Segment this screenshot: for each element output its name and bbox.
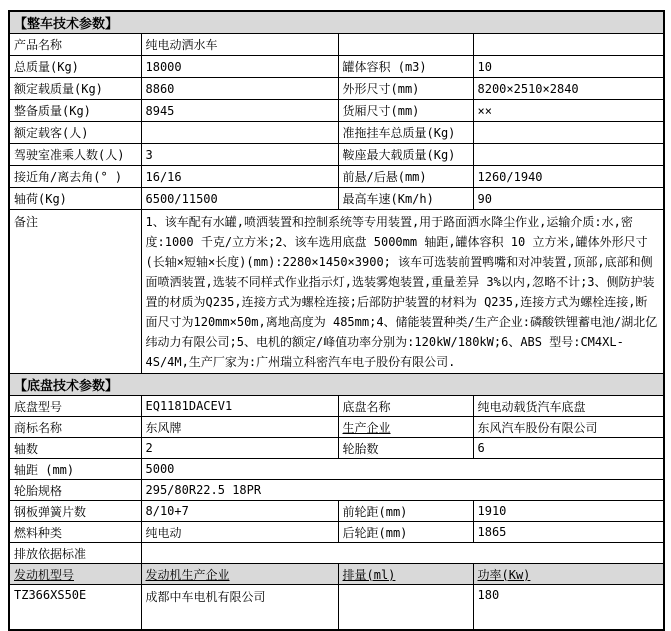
label-tank-volume: 罐体容积 (m3) (338, 56, 473, 78)
table-row (9, 144, 664, 166)
value-brand-name: 东风牌 (141, 417, 338, 438)
remark-text: 1、该车配有水罐,喷洒装置和控制系统等专用装置,用于路面洒水降尘作业,运输介质:水,密度:1000 千克/立方米;2、该车选用底盘 5000mm 轴距,罐体容积 10 立方米,罐体外形尺寸(长轴×短轴×长度)(mm):2280×1450×3900; 该车可选装前置鸭嘴和对冲装置,顶部,底部和侧面喷洒装置,选装不同样式作业指示灯,选装雾炮装置,重量差异 3%以内,忽略不计;3、侧防护装置的材质为Q235,连接方式为螺栓连接;后部防护装置的材料为 Q235,连接方式为螺栓连接,断面尺寸为120mm×50m,离地高度为 485mm;4、储能装置种类/生产企业:磷酸铁锂蓄电池/湖北亿纬动力有限公司;5、电机的额定/峰值功率分别为:120kW/180kW;6、ABS 型号:CM4XL-4S/4M,生产厂家为:广州瑞立科密汽车电子股份有限公司. (141, 210, 664, 374)
value-chassis-model: EQ1181DACEV1 (141, 396, 338, 417)
value-rated-passengers (141, 122, 338, 144)
section-title-vehicle: 【整车技术参数】 (9, 11, 664, 34)
label-emission-standard: 排放依据标准 (9, 543, 141, 564)
table-row (9, 34, 664, 56)
label-rated-passengers: 额定载客(人) (9, 122, 141, 144)
label-saddle-load: 鞍座最大载质量(Kg) (338, 144, 473, 166)
value-rear-track: 1865 (473, 522, 664, 543)
label-cargo-box-size: 货厢尺寸(mm) (338, 100, 473, 122)
value-fuel-type: 纯电动 (141, 522, 338, 543)
value-total-mass: 18000 (141, 56, 338, 78)
value-dimensions: 8200×2510×2840 (473, 78, 664, 100)
table-row (9, 480, 664, 501)
label-axle-count: 轴数 (9, 438, 141, 459)
value-manufacturer: 东风汽车股份有限公司 (473, 417, 664, 438)
label-leaf-spring-count: 钢板弹簧片数 (9, 501, 141, 522)
link-displacement[interactable]: 排量(ml) (338, 564, 473, 585)
table-row (9, 438, 664, 459)
label-total-mass: 总质量(Kg) (9, 56, 141, 78)
value-product-name: 纯电动洒水车 (141, 34, 338, 56)
value-tire-spec: 295/80R22.5 18PR (141, 480, 664, 501)
label-chassis-name: 底盘名称 (338, 396, 473, 417)
label-fuel-type: 燃料种类 (9, 522, 141, 543)
label-brand-name: 商标名称 (9, 417, 141, 438)
label-rear-track: 后轮距(mm) (338, 522, 473, 543)
label-trailer-mass: 准拖挂车总质量(Kg) (338, 122, 473, 144)
table-row (9, 166, 664, 188)
label-tire-count: 轮胎数 (338, 438, 473, 459)
table-row (9, 522, 664, 543)
value-chassis-name: 纯电动载货汽车底盘 (473, 396, 664, 417)
section-title-chassis: 【底盘技术参数】 (9, 374, 664, 396)
label-axle-load: 轴荷(Kg) (9, 188, 141, 210)
table-row (9, 501, 664, 522)
table-row (9, 459, 664, 480)
value-engine-manufacturer: 成都中车电机有限公司 (141, 585, 338, 630)
table-row (9, 56, 664, 78)
link-manufacturer[interactable]: 生产企业 (338, 417, 473, 438)
engine-data-row (9, 585, 664, 630)
label-curb-weight: 整备质量(Kg) (9, 100, 141, 122)
section-header-chassis (9, 374, 664, 396)
section-header-vehicle (9, 11, 664, 34)
label-approach-departure-angle: 接近角/离去角(° ) (9, 166, 141, 188)
value-axle-load: 6500/11500 (141, 188, 338, 210)
remark-row (9, 210, 664, 374)
link-power[interactable]: 功率(Kw) (473, 564, 664, 585)
table-row (9, 122, 664, 144)
link-engine-model[interactable]: 发动机型号 (9, 564, 141, 585)
label-front-track: 前轮距(mm) (338, 501, 473, 522)
table-row (9, 396, 664, 417)
value-front-rear-overhang: 1260/1940 (473, 166, 664, 188)
value-saddle-load (473, 144, 664, 166)
label-chassis-model: 底盘型号 (9, 396, 141, 417)
value-approach-departure-angle: 16/16 (141, 166, 338, 188)
table-row (9, 188, 664, 210)
link-engine-manufacturer[interactable]: 发动机生产企业 (141, 564, 338, 585)
value-cargo-box-size: ×× (473, 100, 664, 122)
value-curb-weight: 8945 (141, 100, 338, 122)
table-row (9, 543, 664, 564)
value-trailer-mass (473, 122, 664, 144)
label-dimensions: 外形尺寸(mm) (338, 78, 473, 100)
table-row (9, 78, 664, 100)
label-front-rear-overhang: 前悬/后悬(mm) (338, 166, 473, 188)
table-row (9, 100, 664, 122)
value-emission-standard (141, 543, 664, 564)
value-displacement (338, 585, 473, 630)
label-wheelbase: 轴距 (mm) (9, 459, 141, 480)
value-leaf-spring-count: 8/10+7 (141, 501, 338, 522)
value-max-speed: 90 (473, 188, 664, 210)
spec-value (473, 34, 664, 56)
label-remark: 备注 (9, 210, 141, 374)
value-axle-count: 2 (141, 438, 338, 459)
value-cab-seats: 3 (141, 144, 338, 166)
engine-header-row (9, 564, 664, 585)
value-wheelbase: 5000 (141, 459, 664, 480)
label-rated-load: 额定载质量(Kg) (9, 78, 141, 100)
vehicle-spec-table (8, 10, 665, 631)
label-tire-spec: 轮胎规格 (9, 480, 141, 501)
value-tire-count: 6 (473, 438, 664, 459)
value-tank-volume: 10 (473, 56, 664, 78)
table-row (9, 417, 664, 438)
label-max-speed: 最高车速(Km/h) (338, 188, 473, 210)
label-product-name: 产品名称 (9, 34, 141, 56)
value-engine-model: TZ366XS50E (9, 585, 141, 630)
label-cab-seats: 驾驶室准乘人数(人) (9, 144, 141, 166)
value-power: 180 (473, 585, 664, 630)
value-front-track: 1910 (473, 501, 664, 522)
value-rated-load: 8860 (141, 78, 338, 100)
spec-label (338, 34, 473, 56)
